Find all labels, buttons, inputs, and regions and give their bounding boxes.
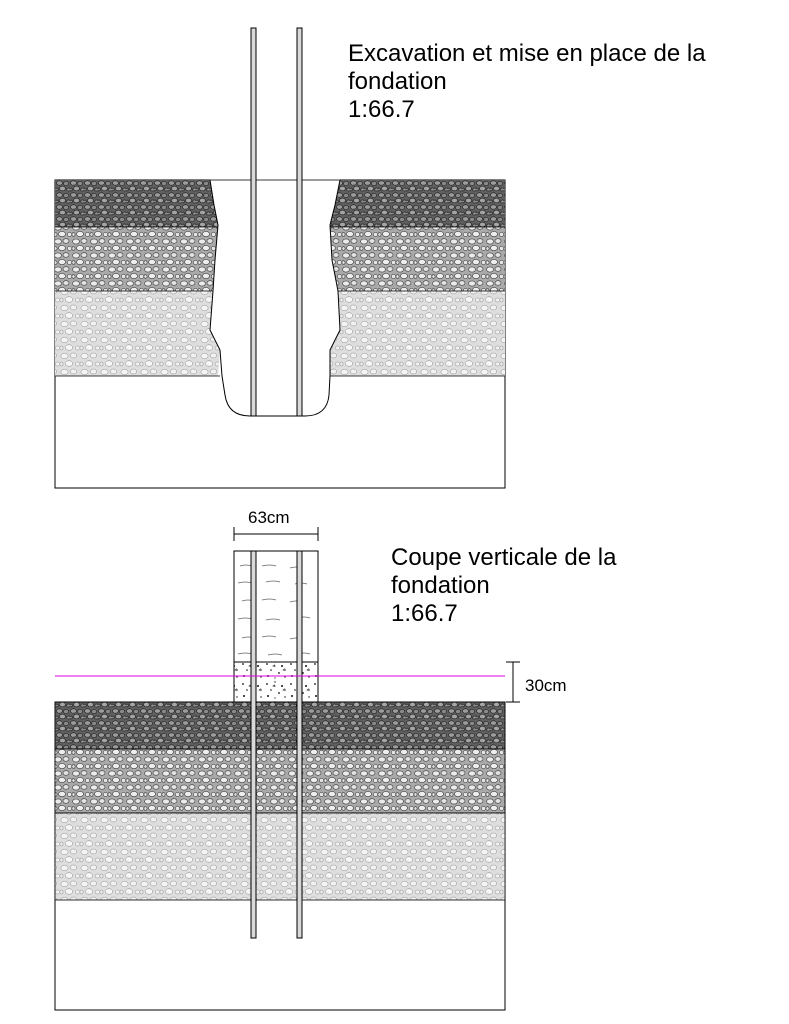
post-right bbox=[297, 28, 302, 416]
excavation-title-line1: Excavation et mise en place de la bbox=[348, 40, 706, 67]
excavation-title-line2: fondation bbox=[348, 68, 447, 95]
post-right bbox=[297, 551, 302, 938]
post-left bbox=[251, 551, 256, 938]
excavation-scale: 1:66.7 bbox=[348, 96, 415, 123]
concrete-footing bbox=[234, 662, 318, 702]
width-dimension-label: 63cm bbox=[248, 508, 290, 527]
width-dimension-line bbox=[234, 527, 318, 541]
section-title-line1: Coupe verticale de la bbox=[391, 544, 617, 571]
excavation-title bbox=[348, 40, 706, 124]
soil-layer-light bbox=[55, 813, 505, 900]
section-title-line2: fondation bbox=[391, 572, 490, 599]
height-dimension-line bbox=[506, 662, 520, 702]
section-scale: 1:66.7 bbox=[391, 600, 458, 627]
soil-layer-medium bbox=[55, 749, 505, 813]
post-left bbox=[251, 28, 256, 416]
section-title bbox=[391, 544, 616, 628]
column-upper bbox=[234, 551, 318, 662]
soil-layer-dark bbox=[55, 702, 505, 749]
height-dimension-label: 30cm bbox=[525, 676, 567, 695]
